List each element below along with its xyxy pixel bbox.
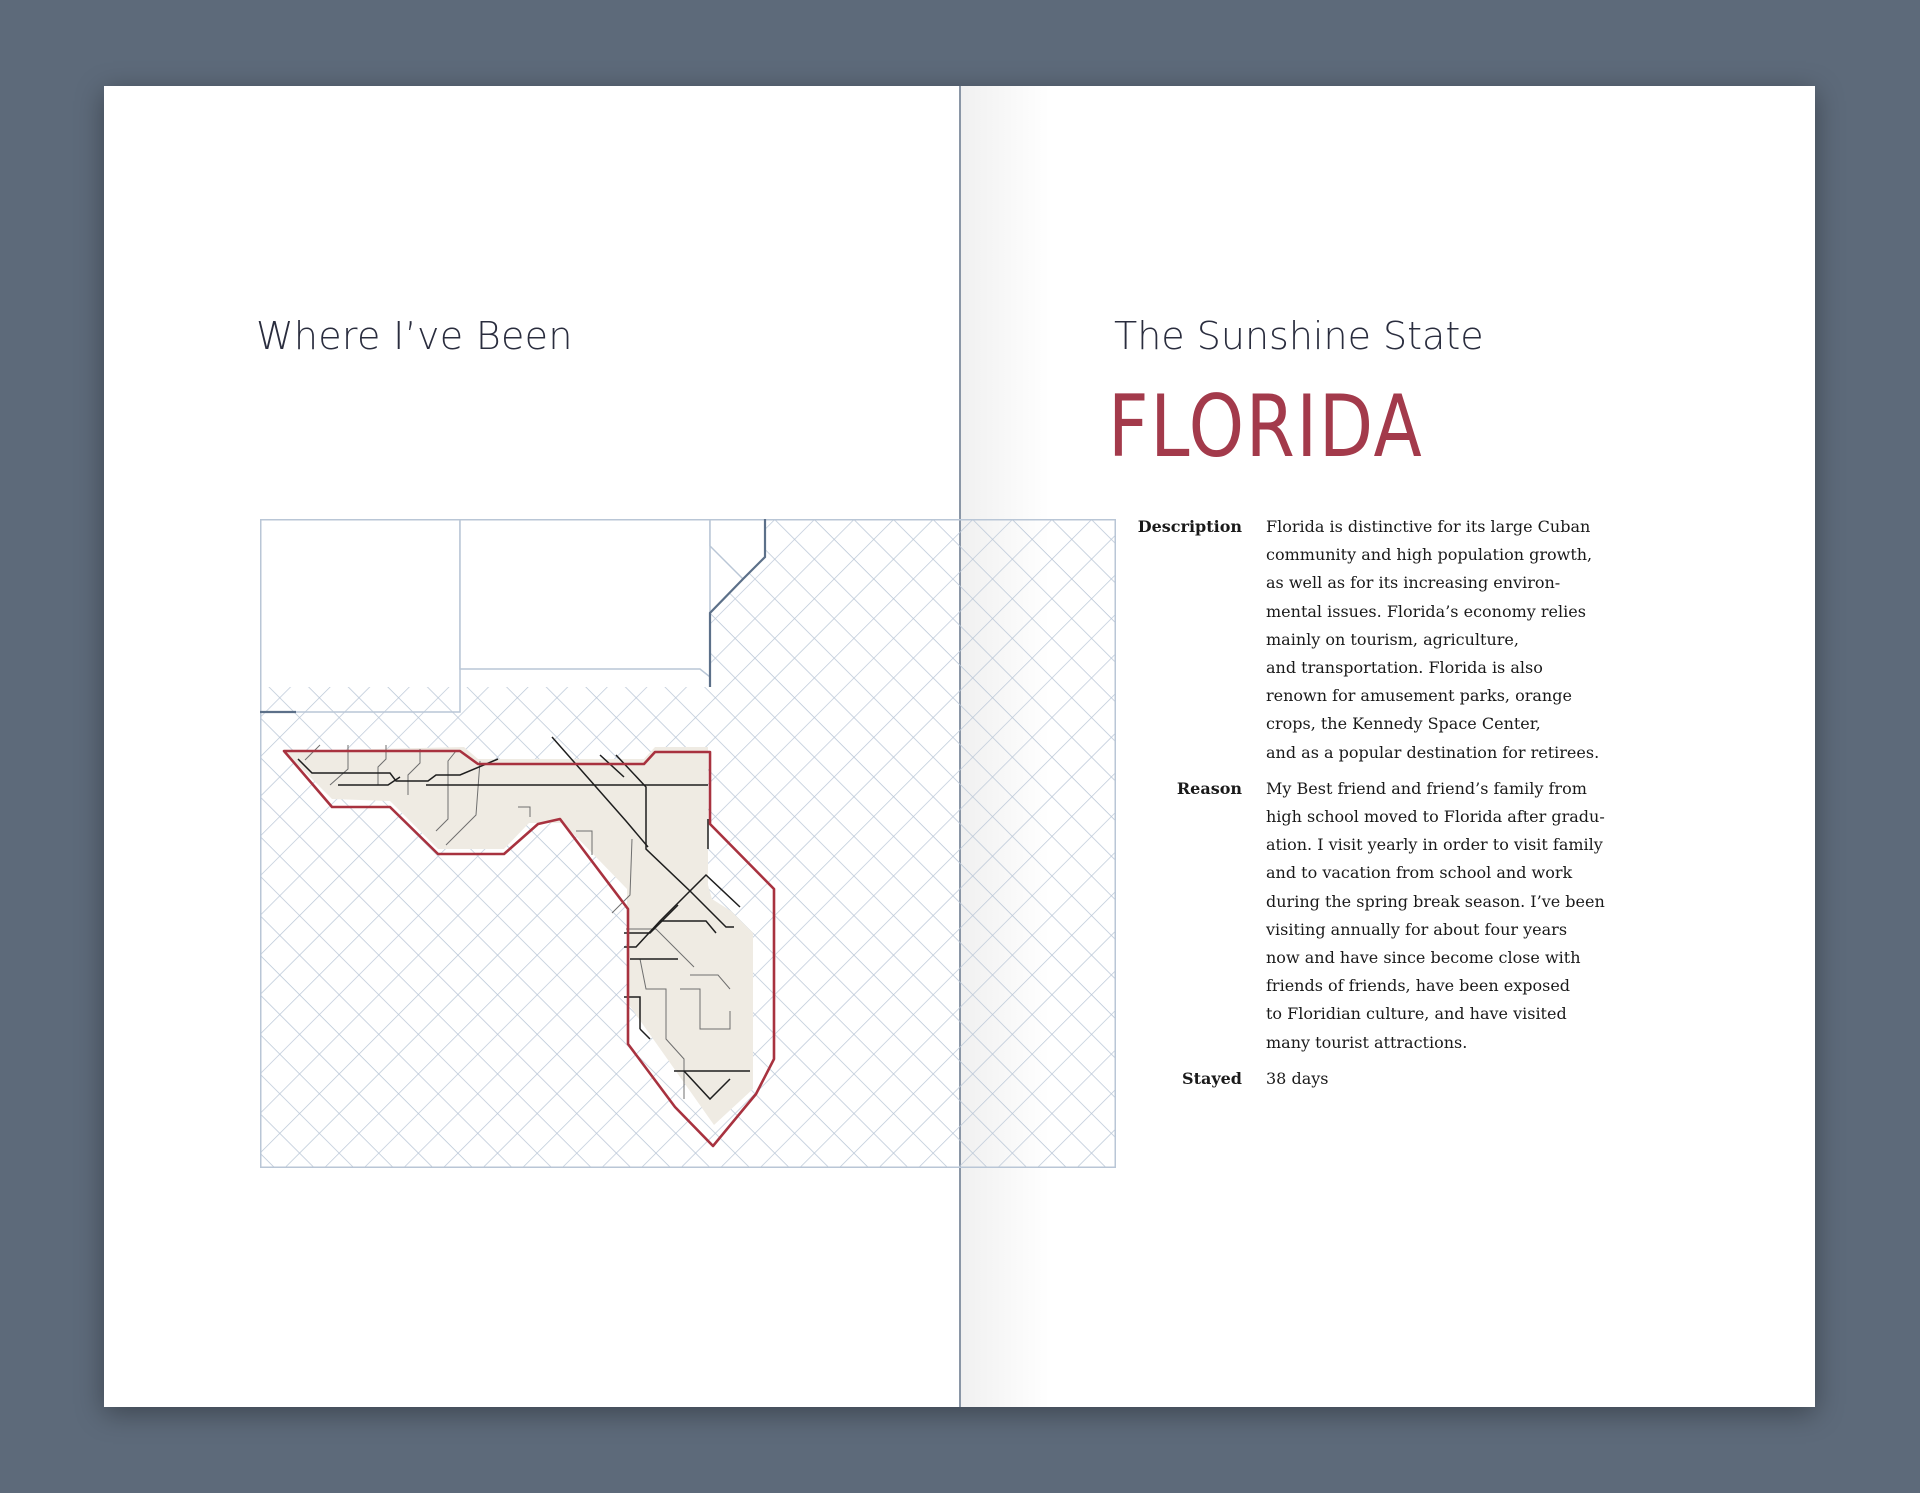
text-line: Florida is distinctive for its large Cuban <box>1266 517 1591 536</box>
text-line: as well as for its increasing environ- <box>1266 573 1561 593</box>
text-line: community and high population growth, <box>1266 545 1593 565</box>
text-line: My Best friend and friend’s family from <box>1266 778 1587 798</box>
text-line: now and have since become close with <box>1266 948 1581 968</box>
text-line: many tourist attractions. <box>1266 1032 1468 1052</box>
fact-text <box>1266 1065 1714 1093</box>
text-line: friends of friends, have been exposed <box>1266 976 1571 996</box>
fact-label: Stayed <box>1182 1068 1242 1088</box>
text-line: visiting annually for about four years <box>1266 919 1568 939</box>
state-name: FLORIDA <box>1108 377 1424 477</box>
book-spread <box>104 86 1815 1407</box>
state-facts <box>1114 513 1714 1101</box>
text-line: mainly on tourism, agriculture, <box>1266 629 1519 649</box>
fact-stayed <box>1114 1065 1714 1093</box>
text-line: high school moved to Florida after gradu- <box>1266 807 1605 827</box>
text-line: crops, the Kennedy Space Center, <box>1266 714 1541 734</box>
fact-text <box>1266 513 1714 767</box>
state-nickname: The Sunshine State <box>1114 314 1484 358</box>
text-line: and transportation. Florida is also <box>1266 658 1543 678</box>
text-line: renown for amusement parks, orange <box>1266 686 1572 706</box>
left-page-heading: Where I’ve Been <box>256 314 573 358</box>
text-line: and to vacation from school and work <box>1266 863 1573 883</box>
neighbor-state-west <box>260 519 460 712</box>
text-line: 38 days <box>1266 1068 1329 1088</box>
fact-text <box>1266 775 1714 1057</box>
text-line: mental issues. Florida’s economy relies <box>1266 601 1586 621</box>
fact-label: Reason <box>1176 778 1242 798</box>
text-line: ation. I visit yearly in order to visit family <box>1266 835 1603 855</box>
text-line: to Floridian culture, and have visited <box>1266 1004 1567 1024</box>
fact-label: Description <box>1137 517 1242 536</box>
text-line: and as a popular destination for retirees. <box>1266 742 1600 762</box>
florida-map <box>260 519 1116 1168</box>
fact-description <box>1114 513 1714 767</box>
neighbor-state-center <box>460 519 710 677</box>
fact-reason <box>1114 775 1714 1057</box>
text-line: during the spring break season. I’ve been <box>1266 891 1605 911</box>
